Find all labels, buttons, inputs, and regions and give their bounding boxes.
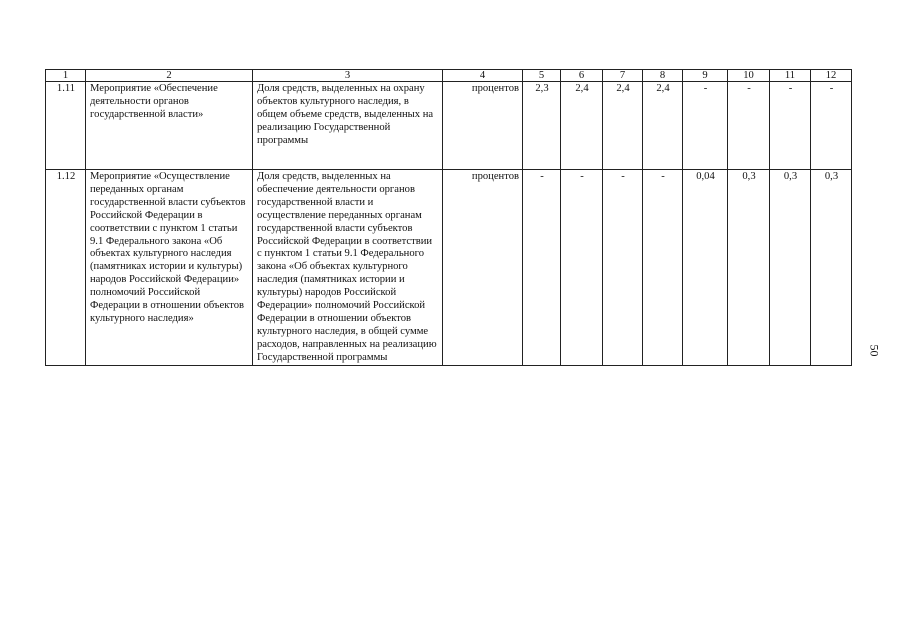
indicator-name: Доля средств, выделенных на охрану объектов культурного наследия, в общем объеме средств, выделенных на реализацию Государственной программы [253, 82, 443, 170]
value-cell: - [728, 82, 770, 170]
column-header: 5 [523, 70, 561, 82]
event-name: Мероприятие «Осуществление переданных органам государственной власти субъектов Российской Федерации в соответствии с пунктом 1 статьи 9.1 Федерального закона «Об объектах культурного наследия (памятниках истории и культуры) народов Российской Федерации» полномочий Российской Федерации в отношении объектов культурного наследия» [86, 170, 253, 366]
column-header: 10 [728, 70, 770, 82]
column-header: 1 [46, 70, 86, 82]
value-cell: 2,4 [561, 82, 603, 170]
column-header: 3 [253, 70, 443, 82]
unit-cell: процентов [443, 170, 523, 366]
column-header: 12 [811, 70, 852, 82]
column-header: 6 [561, 70, 603, 82]
header-row [46, 70, 852, 82]
column-header: 8 [643, 70, 683, 82]
column-header: 11 [770, 70, 811, 82]
event-name: Мероприятие «Обеспечение деятельности органов государственной власти» [86, 82, 253, 170]
column-header: 9 [683, 70, 728, 82]
value-cell: - [643, 170, 683, 366]
value-cell: - [811, 82, 852, 170]
indicators-table [45, 69, 852, 366]
page-number: 50 [867, 344, 882, 357]
table-row [46, 82, 852, 170]
value-cell: 2,3 [523, 82, 561, 170]
value-cell: - [683, 82, 728, 170]
value-cell: 2,4 [643, 82, 683, 170]
value-cell: 0,3 [811, 170, 852, 366]
value-cell: - [770, 82, 811, 170]
row-number: 1.12 [46, 170, 86, 366]
value-cell: 0,04 [683, 170, 728, 366]
value-cell: 2,4 [603, 82, 643, 170]
value-cell: - [561, 170, 603, 366]
column-header: 4 [443, 70, 523, 82]
table-row [46, 170, 852, 366]
unit-cell: процентов [443, 82, 523, 170]
value-cell: 0,3 [770, 170, 811, 366]
value-cell: 0,3 [728, 170, 770, 366]
indicator-name: Доля средств, выделенных на обеспечение деятельности органов государственной власти и осуществление переданных органам государственной власти субъектов Российской Федерации в соответствии с пунктом 1 статьи 9.1 Федерального закона «Об объектах культурного наследия (памятниках истории и культуры) народов Российской Федерации» полномочий Российской Федерации в отношении объектов культурного наследия, в общей сумме расходов, направленных на реализацию Государственной программы [253, 170, 443, 366]
row-number: 1.11 [46, 82, 86, 170]
column-header: 2 [86, 70, 253, 82]
column-header: 7 [603, 70, 643, 82]
value-cell: - [523, 170, 561, 366]
value-cell: - [603, 170, 643, 366]
